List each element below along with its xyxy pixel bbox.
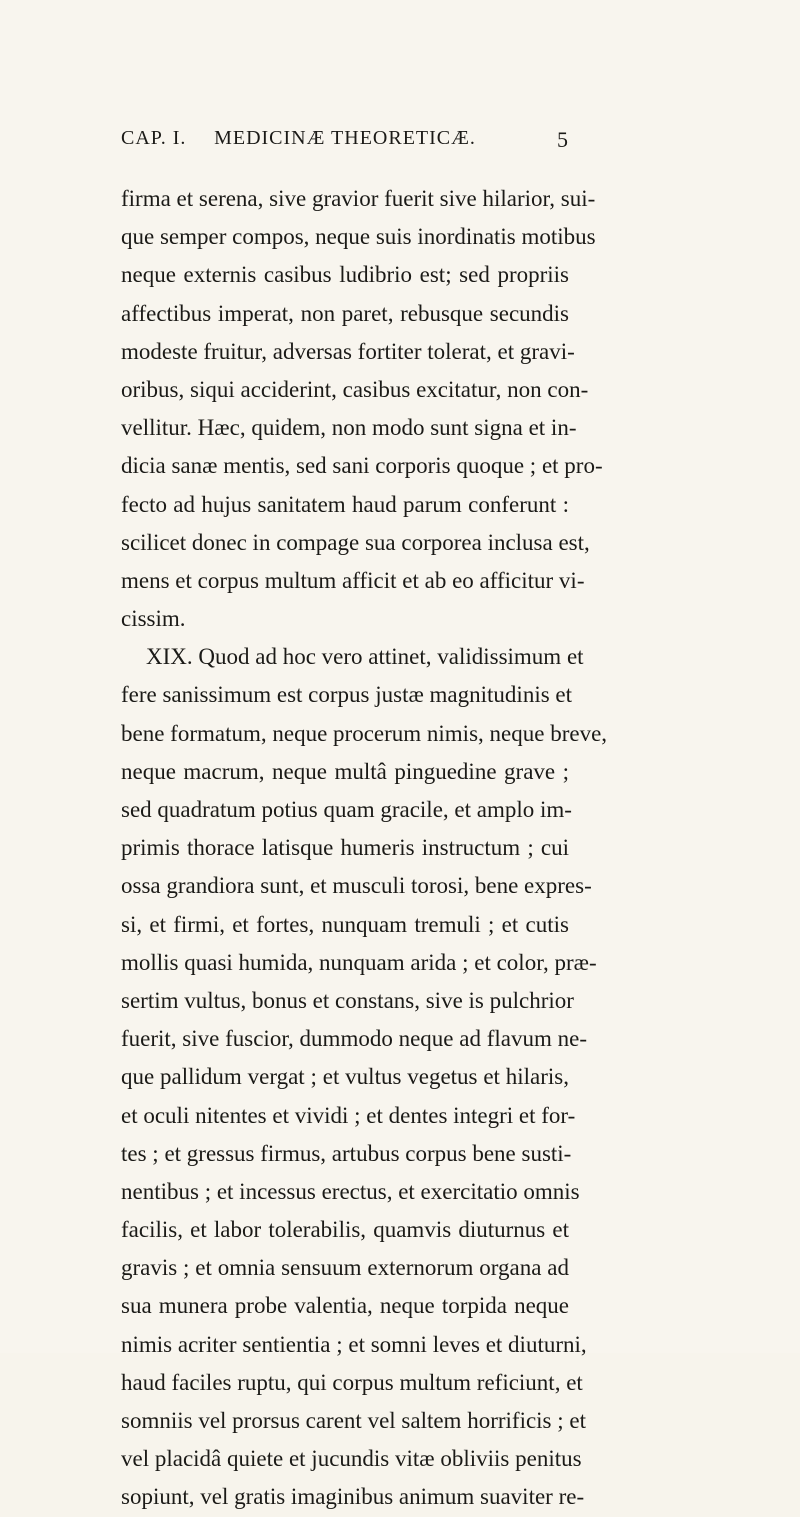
text-line: facilis, et labor tolerabilis, quamvis diuturnus et — [121, 1217, 569, 1243]
text-line: nimis acriter sentientia ; et somni leves et diuturni, — [121, 1331, 587, 1357]
text-line: tes ; et gressus firmus, artubus corpus bene susti- — [121, 1140, 572, 1166]
text-line: scilicet donec in compage sua corporea inclusa est, — [121, 529, 590, 555]
text-line: sertim vultus, bonus et constans, sive is pulchrior — [121, 987, 574, 1013]
text-line: firma et serena, sive gravior fuerit sive hilarior, sui- — [121, 186, 596, 211]
running-head — [121, 127, 569, 157]
running-title: MEDICINÆ THEORETICÆ. — [214, 127, 476, 149]
text-line: cissim. — [121, 606, 186, 632]
text-line: haud faciles ruptu, qui corpus multum reficiunt, et — [121, 1369, 583, 1395]
page-number: 5 — [557, 127, 569, 152]
text-line: dicia sanæ mentis, sed sani corporis quoque ; et pro- — [121, 453, 603, 479]
text-line: sua munera probe valentia, neque torpida neque — [121, 1293, 569, 1319]
text-line: oribus, siqui acciderint, casibus excitatur, non con- — [121, 376, 589, 402]
text-line: mollis quasi humida, nunquam arida ; et color, præ- — [121, 949, 597, 975]
text-line: bene formatum, neque procerum nimis, neque breve, — [121, 720, 608, 746]
section-start-line: XIX. Quod ad hoc vero attinet, validissimum et — [146, 644, 584, 670]
text-line: ossa grandiora sunt, et musculi torosi, bene expres- — [121, 873, 592, 899]
text-line: vellitur. Hæc, quidem, non modo sunt signa et in- — [121, 415, 577, 441]
text-line: nentibus ; et incessus erectus, et exercitatio omnis — [121, 1178, 580, 1204]
text-line: gravis ; et omnia sensuum externorum organa ad — [121, 1255, 569, 1281]
text-line: modeste fruitur, adversas fortiter tolerat, et gravi- — [121, 338, 575, 364]
chapter-label: CAP. I. — [121, 127, 187, 149]
text-line: mens et corpus multum afficit et ab eo afficitur vi- — [121, 567, 585, 593]
text-line: neque macrum, neque multâ pinguedine grave ; — [121, 758, 569, 784]
text-line: que semper compos, neque suis inordinatis motibus — [121, 224, 596, 250]
text-line: somniis vel prorsus carent vel saltem horrificis ; et — [121, 1408, 586, 1433]
text-line: que pallidum vergat ; et vultus vegetus et hilaris, — [121, 1064, 569, 1090]
text-line: primis thorace latisque humeris instructum ; cui — [121, 835, 569, 861]
text-line: vel placidâ quiete et jucundis vitæ obliviis penitus — [121, 1446, 582, 1472]
text-line: et oculi nitentes et vividi ; et dentes integri et for- — [121, 1102, 576, 1128]
text-line: sopiunt, vel gratis imaginibus animum suaviter re- — [121, 1484, 585, 1510]
text-line: fecto ad hujus sanitatem haud parum conferunt : — [121, 491, 569, 517]
text-line: si, et firmi, et fortes, nunquam tremuli ; et cutis — [121, 911, 569, 937]
text-line: fere sanissimum est corpus justæ magnitudinis et — [121, 682, 573, 708]
text-line: fuerit, sive fuscior, dummodo neque ad flavum ne- — [121, 1026, 587, 1052]
text-line: sed quadratum potius quam gracile, et amplo im- — [121, 797, 572, 822]
body-text — [121, 180, 608, 1517]
text-line: affectibus imperat, non paret, rebusque secundis — [121, 300, 569, 326]
text-line: neque externis casibus ludibrio est; sed propriis — [121, 262, 569, 288]
